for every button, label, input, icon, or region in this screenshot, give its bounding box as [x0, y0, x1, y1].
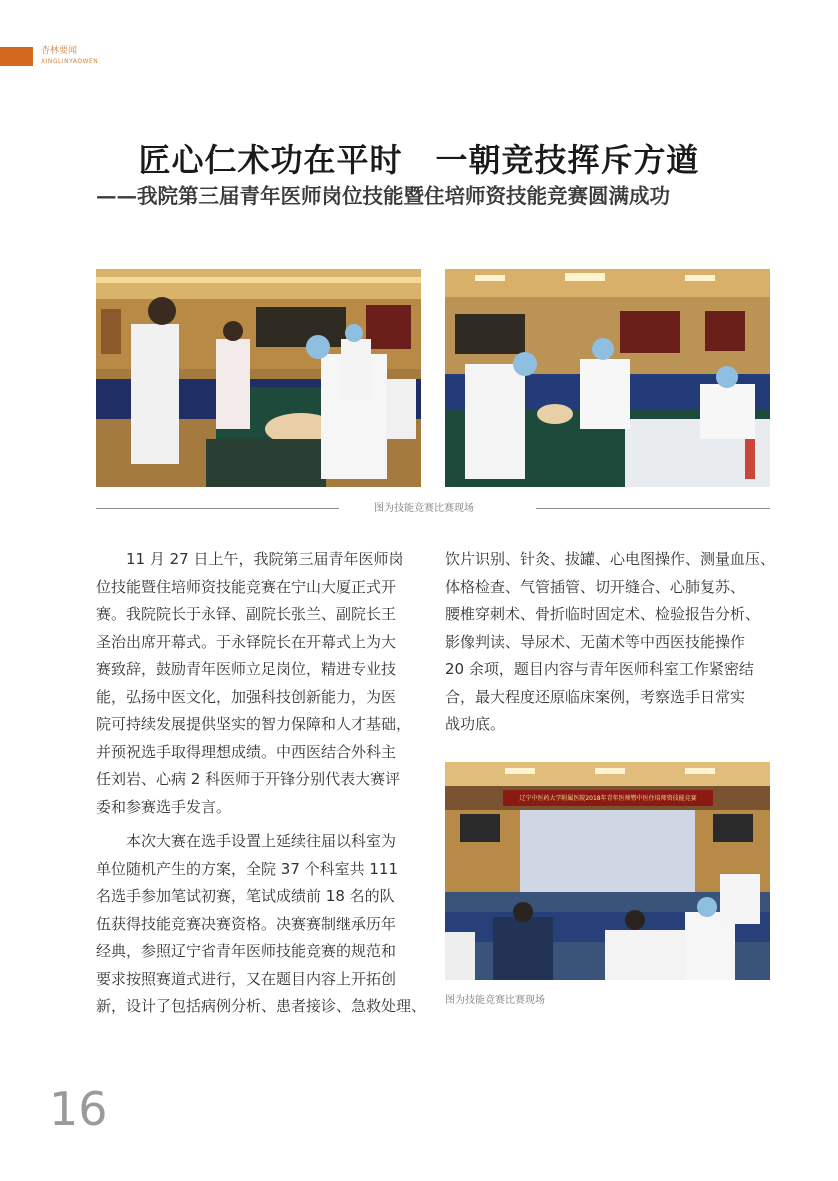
article-body-right-column [445, 546, 776, 739]
body-line: 并预祝选手取得理想成绩。中西医结合外科主 [96, 742, 397, 761]
article-subtitle: ——我院第三届青年医师岗位技能暨住培师资技能竞赛圆满成功 [96, 184, 670, 208]
section-accent-bar [0, 47, 33, 66]
competition-photo-1 [96, 269, 421, 487]
section-name-cn: 杏林要闻 [41, 46, 78, 56]
competition-photo-3 [445, 762, 770, 980]
body-line: 合，最大程度还原临床案例，考察选手日常实 [445, 687, 746, 706]
photo-caption-bottom: 图为技能竞赛比赛现场 [445, 995, 545, 1006]
body-line: 能，弘扬中医文化，加强科技创新能力，为医 [96, 687, 397, 706]
body-line: 院可持续发展提供坚实的智力保障和人才基础， [96, 715, 412, 733]
article-title: 匠心仁术功在平时 一朝竞技挥斥方遒 [138, 141, 700, 179]
body-line: 影像判读、导尿术、无菌术等中西医技能操作 [445, 632, 746, 651]
body-line: 饮片识别、针灸、拔罐、心电图操作、测量血压、 [445, 550, 776, 568]
caption-rule-right [536, 508, 770, 509]
body-line: 委和参赛选手发言。 [96, 797, 232, 816]
body-line: 20 余项，题目内容与青年医师科室工作紧密结 [445, 660, 754, 678]
body-line: 要求按照赛道式进行，又在题目内容上开拓创 [96, 969, 397, 988]
body-line: 11 月 27 日上午，我院第三届青年医师岗 [96, 550, 404, 568]
body-line: 体格检查、气管插管、切开缝合、心肺复苏、 [445, 577, 746, 596]
body-line: 战功底。 [445, 715, 506, 733]
section-name-en: XINGLINYAOWEN [41, 58, 99, 65]
body-line: 赛致辞，鼓励青年医师立足岗位，精进专业技 [96, 660, 397, 678]
body-line: 单位随机产生的方案，全院 37 个科室共 111 [96, 859, 399, 878]
body-line: 经典，参照辽宁省青年医师技能竞赛的规范和 [96, 942, 397, 960]
caption-rule-left [96, 508, 339, 509]
photo-caption-top: 图为技能竞赛比赛现场 [374, 503, 474, 514]
body-line: 伍获得技能竞赛决赛资格。决赛赛制继承历年 [96, 914, 397, 933]
body-line: 圣治出席开幕式。于永铎院长在开幕式上为大 [96, 632, 397, 651]
body-line: 位技能暨住培师资技能竞赛在宁山大厦正式开 [96, 577, 397, 596]
body-line: 任刘岩、心病 2 科医师于开锋分别代表大赛评 [96, 770, 401, 788]
photo-banner-text: 辽宁中医药大学附属医院2018年青年医师暨中医住培师资技能竞赛 [519, 795, 697, 802]
body-line: 腰椎穿刺术、骨折临时固定术、检验报告分析、 [445, 605, 761, 623]
competition-photo-2 [445, 269, 770, 487]
body-line: 本次大赛在选手设置上延续往届以科室为 [96, 832, 397, 850]
body-line: 名选手参加笔试初赛，笔试成绩前 18 名的队 [96, 887, 395, 905]
body-line: 赛。我院院长于永铎、副院长张兰、副院长王 [96, 605, 397, 623]
article-body-left-column [96, 546, 427, 1021]
page-number: 16 [49, 1082, 108, 1136]
body-line: 新，设计了包括病例分析、患者接诊、急救处理、 [96, 997, 427, 1015]
